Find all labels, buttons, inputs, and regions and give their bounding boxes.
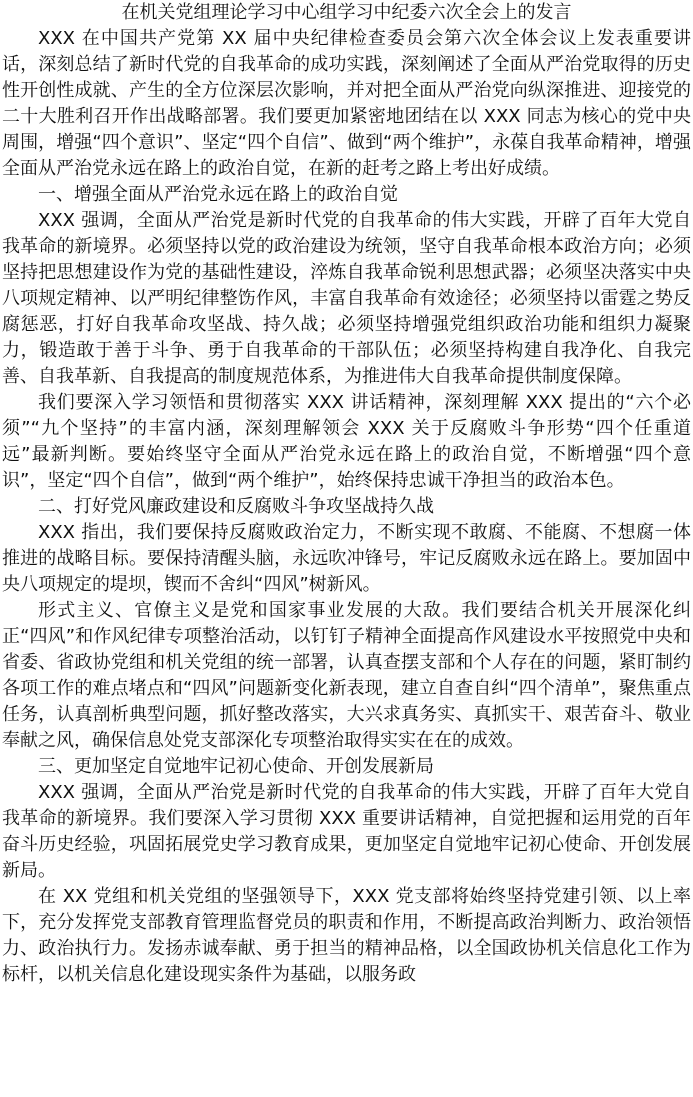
paragraph-section2-body: XXX 指出，我们要保持反腐败政治定力，不断实现不敢腐、不能腐、不想腐一体推进的战略目标。要保持清醒头脑，永远吹冲锋号，牢记反腐败永远在路上。要加固中央八项规定的堤坝，锲而不舍纠“四风”树新风。 <box>2 522 691 595</box>
paragraph-section1-body: XXX 强调，全面从严治党是新时代党的自我革命的伟大实践，开辟了百年大党自我革命的新境界。必须坚持以党的政治建设为统领，坚守自我革命根本政治方向；必须坚持把思想建设作为党的基础性建设，淬炼自我革命锐利思想武器；必须坚决落实中央八项规定精神、以严明纪律整饬作风，丰富自我革命有效途径；必须坚持以雷霆之势反腐惩恶，打好自我革命攻坚战、持久战；必须坚持增强党组织政治功能和组织力凝聚力，锻造敢于善于斗争、勇于自我革命的干部队伍；必须坚持构建自我净化、自我完善、自我革新、自我提高的制度规范体系，为推进伟大自我革命提供制度保障。 <box>2 210 691 387</box>
document-title: 在机关党组理论学习中心组学习中纪委六次全会上的发言 <box>121 2 572 23</box>
paragraph-section3-branch: 在 XX 党组和机关党组的坚强领导下，XXX 党支部将始终坚持党建引领、以上率下，充分发挥党支部教育管理监督党员的职责和作用，不断提高政治判断力、政治领悟力、政治执行力。发扬赤诚奉献、勇于担当的精神品格，以全国政协机关信息化工作为标杆，以机关信息化建设现实条件为基础，以服务政 <box>2 886 691 985</box>
paragraph-section1-study: 我们要深入学习领悟和贯彻落实 XXX 讲话精神，深刻理解 XXX 提出的“六个必须”“九个坚持”的丰富内涵，深刻理解领会 XXX 关于反腐败斗争形势“四个任重道远”最新判断。要始终坚守全面从严治党永远在路上的政治自觉，不断增强“四个意识”，坚定“四个自信”，做到“两个维护”，始终保持忠诚干净担当的政治本色。 <box>2 392 691 491</box>
paragraph-intro: XXX 在中国共产党第 XX 届中央纪律检查委员会第六次全体会议上发表重要讲话，深刻总结了新时代党的自我革命的成功实践，深刻阐述了全面从严治党取得的历史性开创性成就、产生的全方位深层次影响，并对把全面从严治党向纵深推进、迎接党的二十大胜利召开作出战略部署。我们要更加紧密地团结在以 XXX 同志为核心的党中央周围，增强“四个意识”、坚定“四个自信”、做到“两个维护”，永葆自我革命精神，增强全面从严治党永远在路上的政治自觉，在新的赶考之路上考出好成绩。 <box>2 28 691 179</box>
section-heading-1: 一、增强全面从严治党永远在路上的政治自觉 <box>38 184 398 205</box>
section-heading-2: 二、打好党风廉政建设和反腐败斗争攻坚战持久战 <box>38 496 434 517</box>
section-heading-3: 三、更加坚定自觉地牢记初心使命、开创发展新局 <box>38 756 434 777</box>
paragraph-section2-rectification: 形式主义、官僚主义是党和国家事业发展的大敌。我们要结合机关开展深化纠正“四风”和作风纪律专项整治活动，以钉钉子精神全面提高作风建设水平按照党中央和省委、省政协党组和机关党组的统一部署，认真查摆支部和个人存在的问题，紧盯制约各项工作的难点堵点和“四风”问题新变化新表现，建立自查自纠“四个清单”，聚焦重点任务，认真剖析典型问题，抓好整改落实，大兴求真务实、真抓实干、艰苦奋斗、敬业奉献之风，确保信息处党支部深化专项整治取得实实在在的成效。 <box>2 600 691 751</box>
paragraph-section3-body: XXX 强调，全面从严治党是新时代党的自我革命的伟大实践，开辟了百年大党自我革命的新境界。我们要深入学习贯彻 XXX 重要讲话精神，自觉把握和运用党的百年奋斗历史经验，巩固拓展党史学习教育成果，更加坚定自觉地牢记初心使命、开创发展新局。 <box>2 782 691 881</box>
